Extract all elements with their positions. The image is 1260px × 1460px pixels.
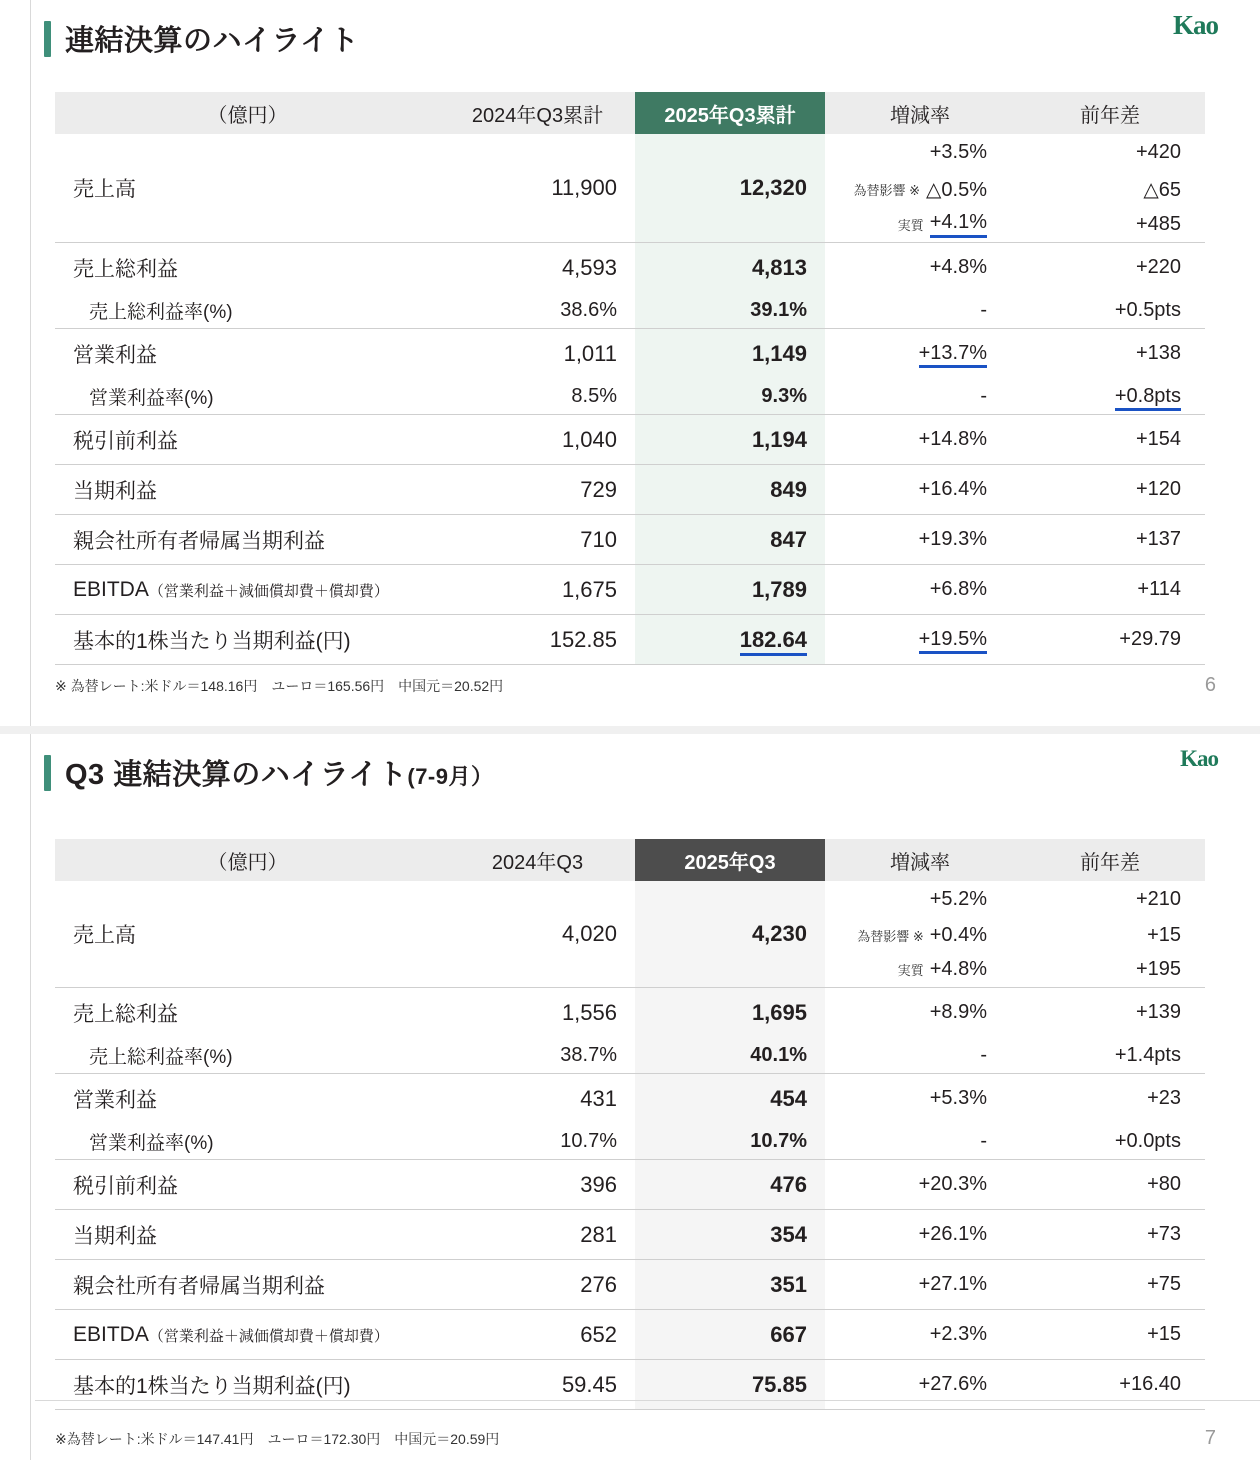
row-yoy-diff: +15 xyxy=(1015,1310,1205,1360)
fx-impact-label: 為替影響 ※ xyxy=(853,182,921,198)
slide-edge-rule xyxy=(30,0,31,726)
table-row xyxy=(55,1160,1205,1210)
table-row xyxy=(55,292,1205,329)
row-change-rate: +20.3% xyxy=(825,1160,1015,1210)
col-header-change-rate: 増減率 xyxy=(825,92,1015,134)
row-current-value: 1,789 xyxy=(635,565,825,615)
table-row xyxy=(55,378,1205,415)
row-yoy-diff: +120 xyxy=(1015,465,1205,515)
row-label-note: （営業利益＋減価償却費＋償却費） xyxy=(148,582,389,600)
row-label: 売上総利益 xyxy=(55,988,440,1038)
row-label: 営業利益 xyxy=(55,329,440,379)
row-current-value: 12,320 xyxy=(635,134,825,243)
col-header-yoy-diff: 前年差 xyxy=(1015,92,1205,134)
row-label: EBITDA xyxy=(73,1322,149,1346)
table-row xyxy=(55,1310,1205,1360)
table-bottom-rule xyxy=(55,665,1205,667)
real-growth-rate: +4.1% xyxy=(930,211,987,238)
row-current-value: 667 xyxy=(635,1310,825,1360)
row-label: EBITDA xyxy=(73,577,149,601)
row-current-value: 10.7% xyxy=(635,1123,825,1160)
slide1-financial-table xyxy=(55,92,1205,666)
row-prev-value: 38.7% xyxy=(560,1043,617,1066)
row-prev-value: 1,675 xyxy=(440,565,635,615)
fx-impact-rate: +0.4% xyxy=(929,923,987,946)
table-row xyxy=(55,1074,1205,1124)
slide1-title-row xyxy=(44,18,359,59)
kao-logo: Kao xyxy=(1180,746,1218,771)
slide1-page-number: 6 xyxy=(1204,674,1216,696)
row-yoy-diff: +0.0pts xyxy=(1114,1129,1181,1152)
row-change-rate: +14.8% xyxy=(825,415,1015,465)
row-current-value: 849 xyxy=(635,465,825,515)
row-change-rate: +2.3% xyxy=(825,1310,1015,1360)
row-label-note: （営業利益＋減価償却費＋償却費） xyxy=(148,1327,389,1345)
row-yoy-diff: +80 xyxy=(1015,1160,1205,1210)
slide-edge-rule xyxy=(30,734,31,1460)
col-header-yoy-diff: 前年差 xyxy=(1015,839,1205,881)
row-yoy-diff: +210 xyxy=(1135,887,1181,910)
slide2-footer-rule xyxy=(35,1400,1260,1401)
row-label: 当期利益 xyxy=(55,465,440,515)
row-yoy-diff: +75 xyxy=(1015,1260,1205,1310)
table-row xyxy=(55,515,1205,565)
fx-impact-rate: △0.5% xyxy=(926,178,987,201)
table-row xyxy=(55,615,1205,665)
col-header-unit: （億円） xyxy=(55,92,440,134)
slide1-title-main: 連結決算のハイライト xyxy=(65,25,360,57)
row-change-rate: +27.6% xyxy=(825,1360,1015,1410)
row-current-value: 4,230 xyxy=(635,881,825,988)
row-label: 当期利益 xyxy=(55,1210,440,1260)
row-prev-value: 4,593 xyxy=(440,243,635,293)
row-label: 基本的1株当たり当期利益(円) xyxy=(55,1360,440,1410)
real-growth-rate: +4.8% xyxy=(929,958,987,981)
table-header-row xyxy=(55,839,1205,881)
row-prev-value: 152.85 xyxy=(440,615,635,665)
row-label: 税引前利益 xyxy=(55,1160,440,1210)
table-row xyxy=(55,465,1205,515)
row-change-rate: +6.8% xyxy=(825,565,1015,615)
row-label: 売上総利益率(%) xyxy=(89,301,233,323)
row-label: 営業利益率(%) xyxy=(89,387,214,409)
row-yoy-diff: +16.40 xyxy=(1015,1360,1205,1410)
row-change-rate: +3.5% xyxy=(929,141,987,164)
row-change-rate: +4.8% xyxy=(825,243,1015,293)
table-row xyxy=(55,1210,1205,1260)
row-yoy-diff: +1.4pts xyxy=(1114,1043,1181,1066)
row-prev-value: 710 xyxy=(440,515,635,565)
row-yoy-diff: +420 xyxy=(1135,141,1181,164)
row-current-value: 75.85 xyxy=(635,1360,825,1410)
slide2-title-main: Q3 連結決算のハイライト xyxy=(65,759,408,791)
row-yoy-diff: +0.5pts xyxy=(1114,298,1181,321)
row-prev-value: 38.6% xyxy=(560,298,617,321)
row-prev-value: 10.7% xyxy=(560,1129,617,1152)
row-change-rate: +27.1% xyxy=(825,1260,1015,1310)
row-yoy-diff: +73 xyxy=(1015,1210,1205,1260)
row-current-value: 39.1% xyxy=(635,292,825,329)
fx-impact-diff: +15 xyxy=(1147,923,1181,946)
col-header-current: 2025年Q3累計 xyxy=(635,92,825,134)
row-prev-value: 1,040 xyxy=(440,415,635,465)
row-current-value: 847 xyxy=(635,515,825,565)
real-growth-label: 実質 xyxy=(897,963,924,979)
table-row xyxy=(55,988,1205,1038)
col-header-prev: 2024年Q3 xyxy=(440,839,635,881)
row-prev-value: 652 xyxy=(440,1310,635,1360)
row-change-rate: +19.5% xyxy=(919,628,987,654)
row-label: 基本的1株当たり当期利益(円) xyxy=(55,615,440,665)
fx-impact-label: 為替影響 ※ xyxy=(857,928,924,944)
slide-q3-highlights xyxy=(0,734,1260,1460)
col-header-unit: （億円） xyxy=(55,839,440,881)
slide2-financial-table xyxy=(55,839,1205,1411)
table-row xyxy=(55,243,1205,293)
row-prev-value: 59.45 xyxy=(440,1360,635,1410)
real-growth-diff: +485 xyxy=(1135,212,1181,235)
row-label: 売上総利益率(%) xyxy=(89,1046,233,1068)
slide2-fx-note: ※為替レート:米ドル＝147.41円 ユーロ＝172.30円 中国元＝20.59円 xyxy=(55,1431,500,1447)
row-yoy-diff: +138 xyxy=(1015,329,1205,379)
row-change-rate: +13.7% xyxy=(919,342,987,368)
row-change-rate: - xyxy=(980,298,987,321)
row-label: 営業利益 xyxy=(55,1074,440,1124)
row-current-value: 351 xyxy=(635,1260,825,1310)
table-header-row xyxy=(55,92,1205,134)
row-current-value: 4,813 xyxy=(635,243,825,293)
row-change-rate: +19.3% xyxy=(825,515,1015,565)
slide1-fx-note: ※ 為替レート:米ドル＝148.16円 ユーロ＝165.56円 中国元＝20.52円 xyxy=(55,678,504,694)
row-current-value: 182.64 xyxy=(740,627,807,656)
row-current-value: 1,695 xyxy=(635,988,825,1038)
row-label: 親会社所有者帰属当期利益 xyxy=(55,515,440,565)
row-change-rate: - xyxy=(980,1129,987,1152)
table-row xyxy=(55,1037,1205,1074)
title-accent-bar xyxy=(44,755,51,791)
row-change-rate: +26.1% xyxy=(825,1210,1015,1260)
row-change-rate: +5.3% xyxy=(825,1074,1015,1124)
row-yoy-diff: +220 xyxy=(1015,243,1205,293)
row-prev-value: 11,900 xyxy=(551,175,617,200)
slide2-title-row xyxy=(44,752,494,793)
fx-impact-diff: △65 xyxy=(1143,178,1181,201)
row-current-value: 1,194 xyxy=(635,415,825,465)
slide-consolidated-highlights xyxy=(0,0,1260,726)
table-row xyxy=(55,1123,1205,1160)
row-change-rate: - xyxy=(980,384,987,407)
row-label: 売上総利益 xyxy=(55,243,440,293)
table-row xyxy=(55,565,1205,615)
row-label: 売上高 xyxy=(73,924,136,947)
table-row xyxy=(55,329,1205,379)
row-change-rate: +16.4% xyxy=(825,465,1015,515)
row-prev-value: 1,011 xyxy=(440,329,635,379)
row-label: 営業利益率(%) xyxy=(89,1132,214,1154)
col-header-current: 2025年Q3 xyxy=(635,839,825,881)
row-yoy-diff: +137 xyxy=(1015,515,1205,565)
row-label: 売上高 xyxy=(73,178,136,201)
table-bottom-rule xyxy=(55,1410,1205,1412)
row-prev-value: 4,020 xyxy=(561,921,617,946)
row-change-rate: - xyxy=(980,1043,987,1066)
slide2-title xyxy=(65,752,494,793)
real-growth-label: 実質 xyxy=(897,217,924,233)
row-yoy-diff: +139 xyxy=(1015,988,1205,1038)
row-label: 税引前利益 xyxy=(55,415,440,465)
table-row xyxy=(55,1360,1205,1410)
row-current-value: 1,149 xyxy=(635,329,825,379)
row-change-rate: +8.9% xyxy=(825,988,1015,1038)
slide2-title-sub: (7-9月） xyxy=(407,764,494,789)
row-yoy-diff: +114 xyxy=(1015,565,1205,615)
title-accent-bar xyxy=(44,21,51,57)
table-row xyxy=(55,881,1205,918)
row-prev-value: 729 xyxy=(440,465,635,515)
slide2-page-number: 7 xyxy=(1204,1427,1216,1449)
row-prev-value: 281 xyxy=(440,1210,635,1260)
row-yoy-diff: +23 xyxy=(1015,1074,1205,1124)
col-header-change-rate: 増減率 xyxy=(825,839,1015,881)
row-yoy-diff: +154 xyxy=(1015,415,1205,465)
row-current-value: 40.1% xyxy=(635,1037,825,1074)
table-row xyxy=(55,134,1205,171)
row-current-value: 476 xyxy=(635,1160,825,1210)
real-growth-diff: +195 xyxy=(1135,958,1181,981)
table-row xyxy=(55,415,1205,465)
row-current-value: 9.3% xyxy=(635,378,825,415)
row-current-value: 354 xyxy=(635,1210,825,1260)
row-prev-value: 396 xyxy=(440,1160,635,1210)
slide-separator xyxy=(0,726,1260,734)
row-prev-value: 1,556 xyxy=(440,988,635,1038)
table-row xyxy=(55,1260,1205,1310)
row-label: 親会社所有者帰属当期利益 xyxy=(55,1260,440,1310)
row-yoy-diff: +0.8pts xyxy=(1115,385,1181,411)
col-header-prev: 2024年Q3累計 xyxy=(440,92,635,134)
row-current-value: 454 xyxy=(635,1074,825,1124)
row-prev-value: 431 xyxy=(440,1074,635,1124)
row-prev-value: 8.5% xyxy=(571,384,617,407)
row-change-rate: +5.2% xyxy=(929,887,987,910)
slide1-title xyxy=(65,18,359,59)
row-prev-value: 276 xyxy=(440,1260,635,1310)
kao-logo: Kao xyxy=(1172,10,1218,40)
row-yoy-diff: +29.79 xyxy=(1015,615,1205,665)
